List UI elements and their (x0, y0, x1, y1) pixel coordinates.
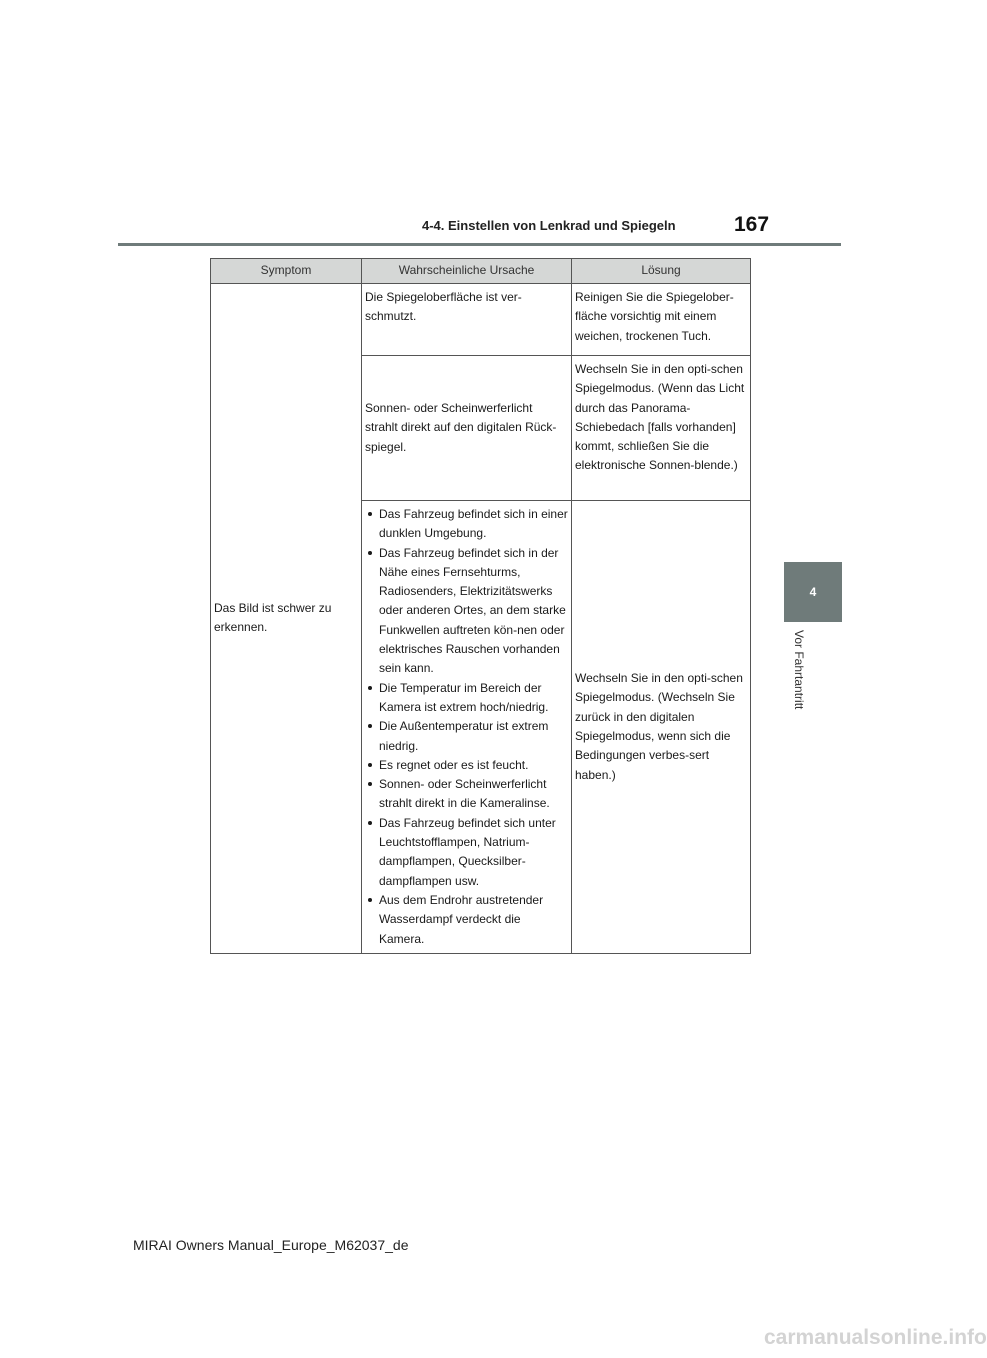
list-item: Das Fahrzeug befindet sich in einer dunklen Umgebung. (365, 505, 568, 544)
list-item: Die Außentemperatur ist extrem niedrig. (365, 717, 568, 756)
table-header-row (211, 259, 751, 284)
cause-cell: Sonnen- oder Scheinwerferlicht strahlt direkt auf den digitalen Rück-spiegel. (362, 356, 572, 501)
solution-cell: Wechseln Sie in den opti-schen Spiegelmodus. (Wenn das Licht durch das Panorama-Schiebedach [falls vorhanden] kommt, schließen Sie die elektronische Sonnen-blende.) (572, 356, 751, 501)
chapter-tab (784, 562, 842, 622)
cause-list (365, 505, 568, 949)
page-number: 167 (734, 213, 770, 236)
column-header-symptom: Symptom (211, 259, 362, 284)
column-header-cause: Wahrscheinliche Ursache (362, 259, 572, 284)
solution-cell: Reinigen Sie die Spiegelober-fläche vorsichtig mit einem weichen, trockenen Tuch. (572, 284, 751, 356)
watermark: carmanualsonline.info (764, 1326, 987, 1349)
troubleshooting-table (210, 258, 751, 954)
solution-cell: Wechseln Sie in den opti-schen Spiegelmodus. (Wechseln Sie zurück in den digitalen Spiegelmodus, wenn sich die Bedingungen verbes-sert haben.) (572, 501, 751, 954)
list-item: Sonnen- oder Scheinwerferlicht strahlt direkt in die Kameralinse. (365, 775, 568, 814)
table-row (211, 284, 751, 356)
list-item: Die Temperatur im Bereich der Kamera ist extrem hoch/niedrig. (365, 679, 568, 718)
list-item: Das Fahrzeug befindet sich unter Leuchtstofflampen, Natrium-dampflampen, Quecksilber-dampflampen usw. (365, 814, 568, 891)
list-item: Es regnet oder es ist feucht. (365, 756, 568, 775)
column-header-solution: Lösung (572, 259, 751, 284)
cause-cell: Die Spiegeloberfläche ist ver-schmutzt. (362, 284, 572, 356)
symptom-cell: Das Bild ist schwer zu erkennen. (211, 284, 362, 954)
footer-text: MIRAI Owners Manual_Europe_M62037_de (133, 1237, 409, 1253)
chapter-label: Vor Fahrtantritt (792, 630, 806, 710)
section-title: 4-4. Einstellen von Lenkrad und Spiegeln (422, 218, 676, 233)
list-item: Aus dem Endrohr austretender Wasserdampf verdeckt die Kamera. (365, 891, 568, 949)
header-divider (118, 243, 841, 246)
cause-cell (362, 501, 572, 954)
list-item: Das Fahrzeug befindet sich in der Nähe eines Fernsehturms, Radiosenders, Elektrizitätswerks oder anderen Ortes, an dem starke Funkwellen auftreten kön-nen oder elektrisches Rauschen vorhanden sein kann. (365, 544, 568, 679)
chapter-number: 4 (809, 585, 817, 599)
